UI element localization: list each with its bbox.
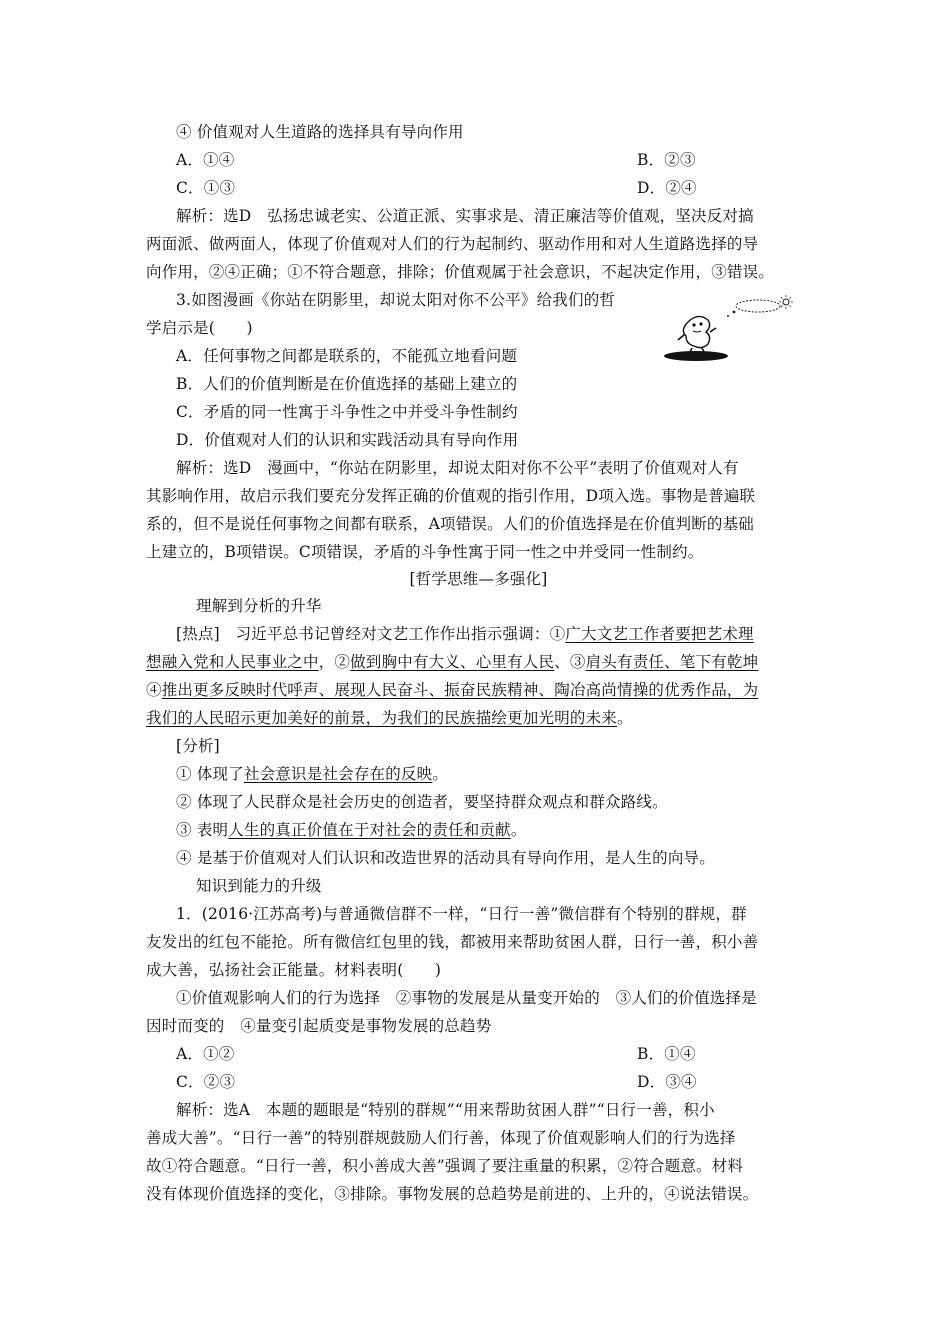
- analysis-point-2: ② 体现了人民群众是社会历史的创造者，要坚持群众观点和群众路线。: [176, 793, 668, 811]
- section-title: [哲学思维—多强化]: [409, 570, 548, 588]
- q1b-stem-line: 友发出的红包不能抢。所有微信红包里的钱，都被用来帮助贫困人群，日行一善，积小善: [146, 933, 759, 951]
- q1b-choice-b: B．①④: [637, 1045, 696, 1063]
- q1b-analysis-line: 解析：选A 本题的题眼是“特别的群规”“用来帮助贫困人群”“日行一善，积小: [176, 1101, 715, 1119]
- q2-analysis-line: 解析：选D 弘扬忠诚老实、公道正派、实事求是、清正廉洁等价值观，坚决反对搞: [176, 207, 754, 225]
- q1b-analysis-line: 善成大善”。“日行一善”的特别群规鼓励人们行善，体现了价值观影响人们的行为选择: [146, 1129, 736, 1147]
- q3-choice-b: B．人们的价值判断是在价值选择的基础上建立的: [176, 375, 518, 393]
- hotspot-underlined: 我们的人民昭示更加美好的前景，为我们的民族描绘更加光明的未来: [146, 709, 618, 727]
- hotspot-underlined: 肩头有责任、笔下有乾坤: [585, 653, 759, 671]
- hotspot-underlined: 想融入党和人民事业之中: [146, 653, 319, 671]
- hotspot-line: [146, 648, 811, 676]
- hotspot-text: 、③: [554, 653, 586, 671]
- q1b-options-line: 因时而变的 ④量变引起质变是事物发展的总趋势: [146, 1017, 492, 1035]
- hotspot-underlined: 推出更多反映时代呼声、展现人民奋斗、振奋民族精神、陶冶高尚情操的优秀作品，为: [161, 681, 759, 699]
- q1b-choice-a: A．①②: [176, 1045, 235, 1063]
- q3-analysis-line: 系的，但不是说任何事物之间都有联系，A项错误。人们的价值选择是在价值判断的基础: [146, 515, 754, 533]
- q3-analysis-line: 上建立的，B项错误。C项错误，矛盾的斗争性寓于同一性之中并受同一性制约。: [146, 543, 704, 561]
- hotspot-text: [热点] 习近平总书记曾经对文艺工作作出指示强调：①: [176, 625, 566, 643]
- hotspot-text: 。: [617, 709, 633, 727]
- q3-stem-line: 学启示是( ): [146, 319, 253, 337]
- analysis-underlined: 人生的真正价值在于对社会的责任和贡献: [228, 821, 511, 839]
- hotspot-line: [146, 704, 811, 732]
- analysis-point-4: ④ 是基于价值观对人们认识和改造世界的活动具有导向作用，是人生的向导。: [176, 849, 715, 867]
- q2-option-4: ④ 价值观对人生道路的选择具有导向作用: [176, 123, 464, 141]
- q2-choice-row-1: [176, 146, 841, 174]
- q3-analysis-line: 其影响作用，故启示我们要充分发挥正确的价值观的指引作用，D项入选。事物是普遍联: [146, 487, 756, 505]
- hotspot-line: [176, 620, 841, 648]
- q3-analysis-line: 解析：选D 漫画中，“你站在阴影里，却说太阳对你不公平”表明了价值观对人有: [176, 459, 739, 477]
- q2-choice-d: D．②④: [637, 179, 697, 197]
- q2-choice-c: C．①③: [176, 179, 236, 197]
- analysis-underlined: 社会意识是社会存在的反映: [243, 765, 433, 783]
- q3-choice-c: C．矛盾的同一性寓于斗争性之中并受斗争性制约: [176, 403, 518, 421]
- analysis-label: [分析]: [176, 737, 220, 755]
- q1b-stem-line: 1．(2016·江苏高考)与普通微信群不一样，“日行一善”微信群有个特别的群规，群: [176, 905, 747, 923]
- analysis-text: ③ 表明: [176, 821, 229, 839]
- q1b-choice-row-1: [176, 1040, 841, 1068]
- q1b-analysis-line: 没有体现价值选择的变化，③排除。事物发展的总趋势是前进的、上升的，④说法错误。: [146, 1185, 759, 1203]
- analysis-text: ① 体现了: [176, 765, 244, 783]
- hotspot-text: ④: [146, 681, 162, 699]
- q2-analysis-line: 两面派、做两面人，体现了价值观对人们的行为起制约、驱动作用和对人生道路选择的导: [146, 235, 759, 253]
- analysis-text: 。: [510, 821, 527, 839]
- q3-stem-line: 3.如图漫画《你站在阴影里，却说太阳对你不公平》给我们的哲: [176, 291, 616, 309]
- q1b-options-line: ①价值观影响人们的行为选择 ②事物的发展是从量变开始的 ③人们的价值选择是: [176, 989, 757, 1007]
- analysis-point-1: [176, 760, 841, 788]
- subheading-analysis: 理解到分析的升华: [196, 597, 322, 615]
- hotspot-underlined: 做到胸中有大义、心里有人民: [350, 653, 555, 671]
- hotspot-underlined: 广大文艺工作者要把艺术理: [565, 625, 754, 643]
- hotspot-line: [146, 676, 811, 704]
- q1b-choice-row-2: [176, 1068, 841, 1096]
- q1b-choice-d: D．③④: [637, 1073, 697, 1091]
- analysis-text: 。: [432, 765, 449, 783]
- analysis-point-3: [176, 816, 841, 844]
- q2-choice-b: B．②③: [637, 151, 696, 169]
- q2-choice-a: A．①④: [176, 151, 235, 169]
- q2-analysis-line: 向作用，②④正确；①不符合题意，排除；价值观属于社会意识，不起决定作用，③错误。: [146, 263, 775, 281]
- q1b-choice-c: C．②③: [176, 1073, 236, 1091]
- q3-choice-d: D．价值观对人们的认识和实践活动具有导向作用: [176, 431, 519, 449]
- q1b-stem-line: 成大善，弘扬社会正能量。材料表明( ): [146, 961, 442, 979]
- subheading-ability: 知识到能力的升级: [196, 877, 322, 895]
- q3-choice-a: A．任何事物之间都是联系的，不能孤立地看问题: [176, 347, 518, 365]
- hotspot-text: ，②: [318, 653, 351, 671]
- q2-choice-row-2: [176, 174, 841, 202]
- q1b-analysis-line: 故①符合题意。“日行一善，积小善成大善”强调了要注重量的积累，②符合题意。材料: [146, 1157, 744, 1175]
